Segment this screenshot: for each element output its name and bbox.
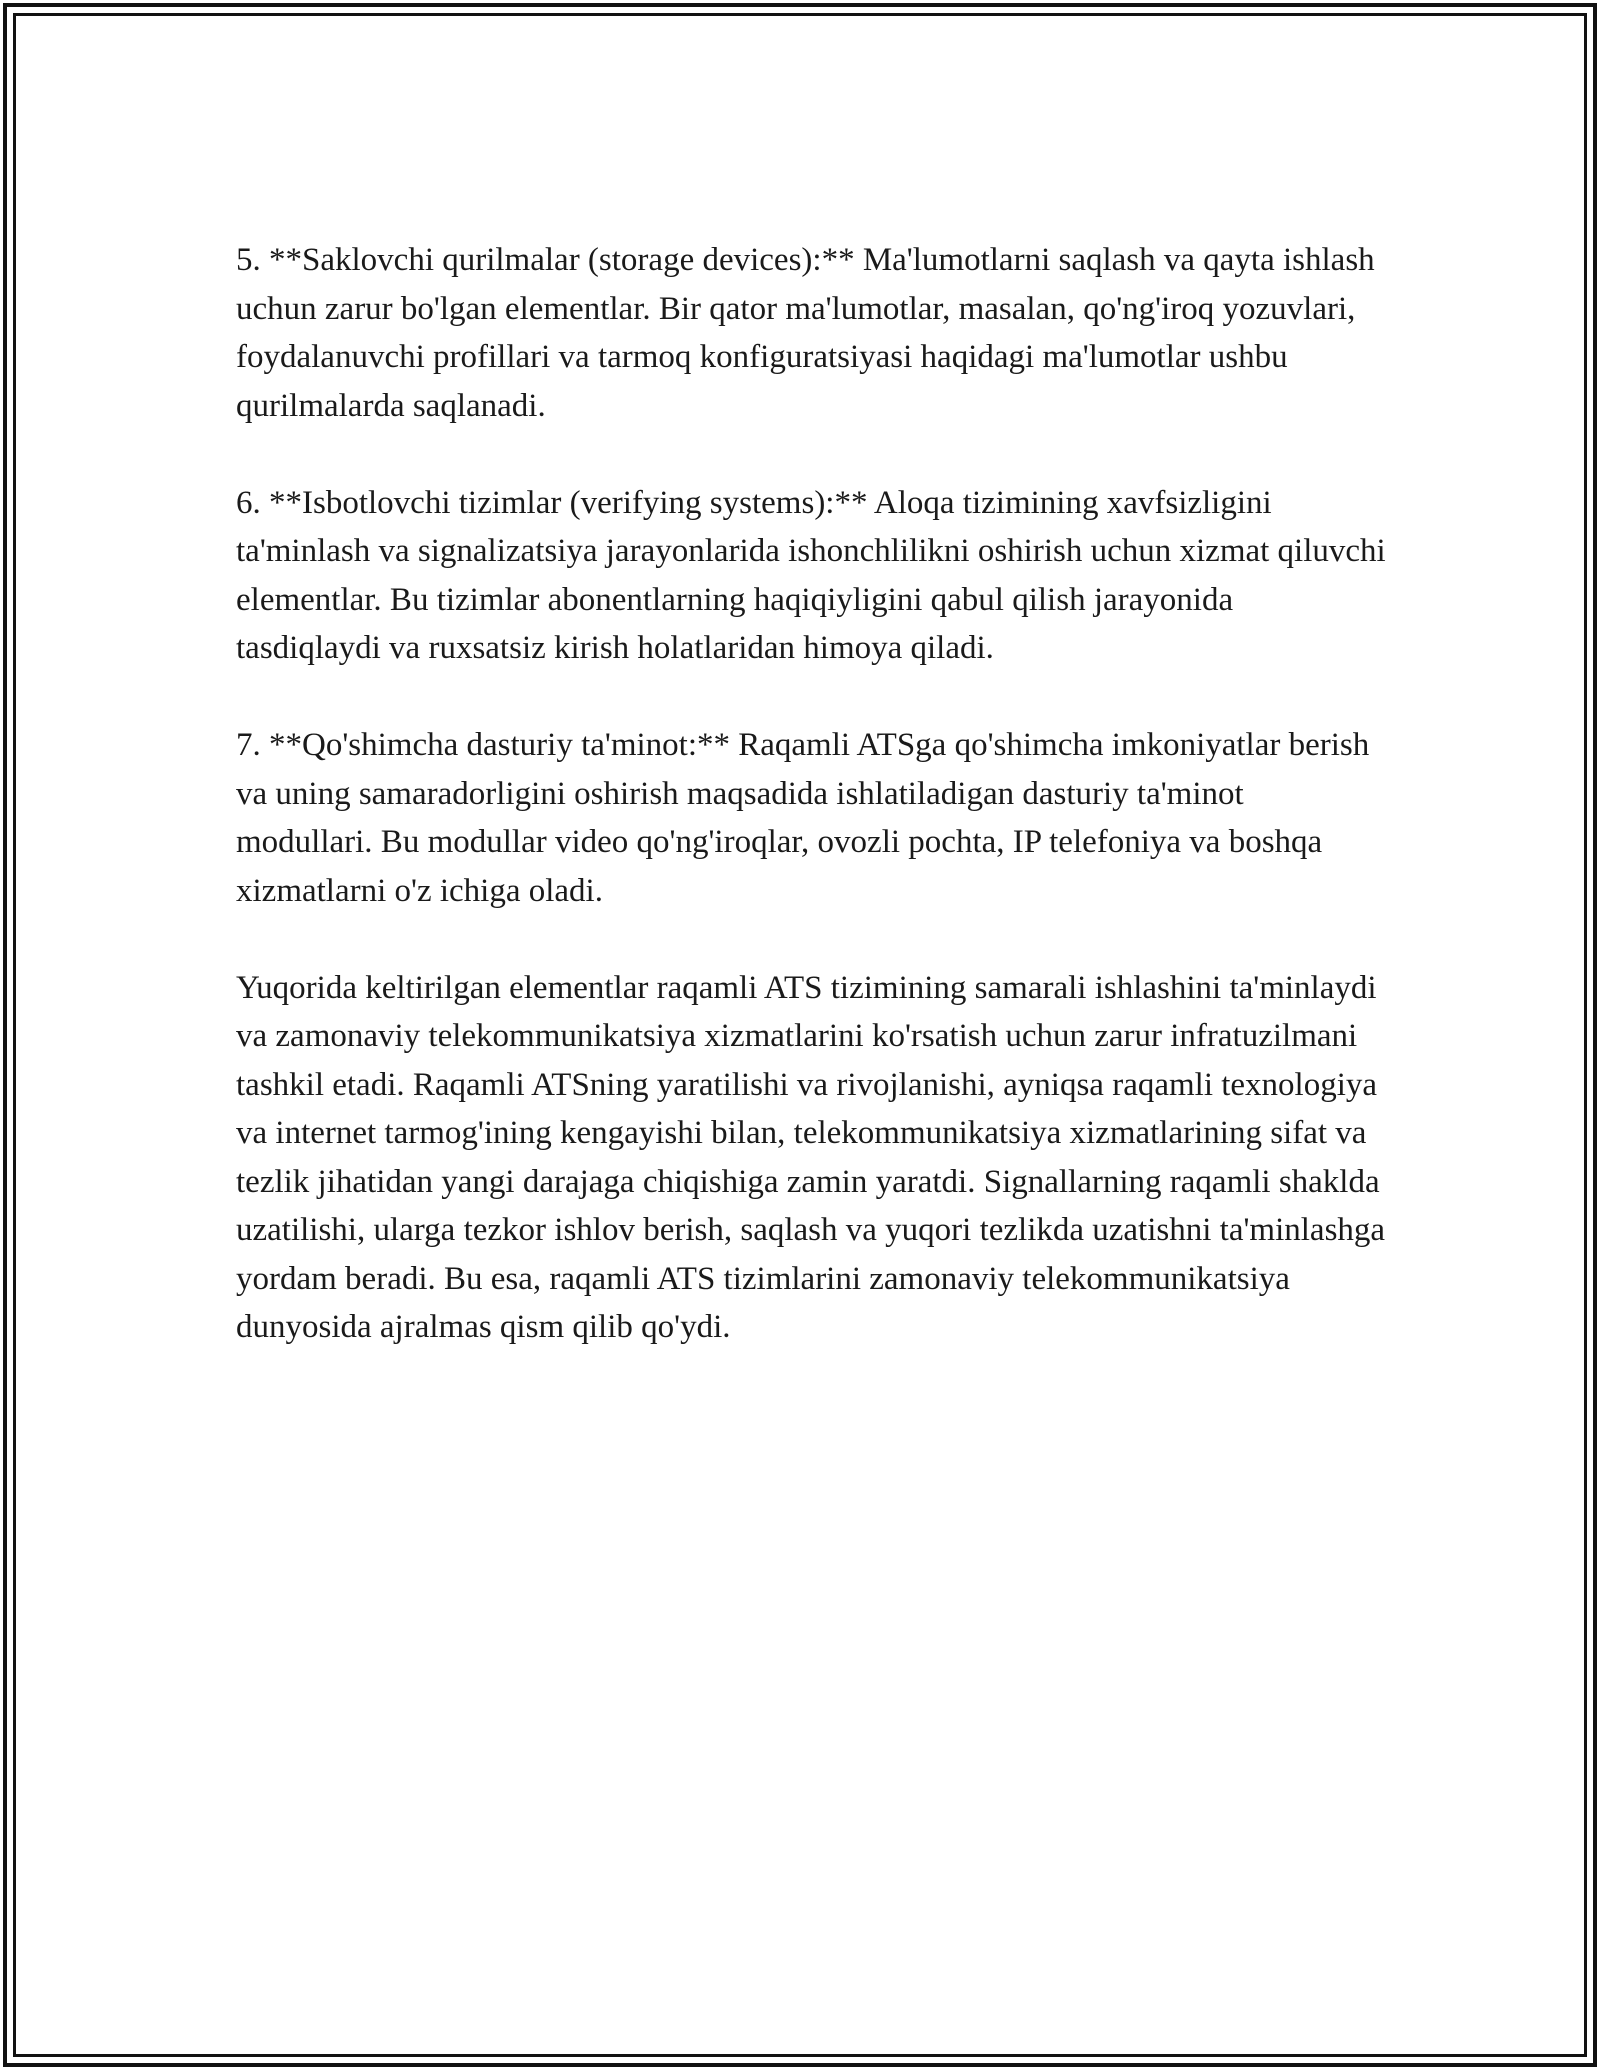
paragraph-storage-devices: 5. **Saklovchi qurilmalar (storage devices):** Ma'lumotlarni saqlash va qayta ishlash uchun zarur bo'lgan elementlar. Bir qator ma'lumotlar, masalan, qo'ng'iroq yozuvlari, foydalanuvchi profillari va tarmoq konfiguratsiyasi haqidagi ma'lumotlar ushbu qurilmalarda saqlanadi.	[236, 242, 1375, 424]
document-body	[236, 236, 1386, 1400]
paragraph-conclusion: Yuqorida keltirilgan elementlar raqamli ATS tizimining samarali ishlashini ta'minlaydi va zamonaviy telekommunikatsiya xizmatlarini ko'rsatish uchun zarur infratuzilmani tashkil etadi. Raqamli ATSning yaratilishi va rivojlanishi, ayniqsa raqamli texnologiya va internet tarmog'ining kengayishi bilan, telekommunikatsiya xizmatlarining sifat va tezlik jihatidan yangi darajaga chiqishiga zamin yaratdi. Signallarning raqamli shaklda uzatilishi, ularga tezkor ishlov berish, saqlash va yuqori tezlikda uzatishni ta'minlashga yordam beradi. Bu esa, raqamli ATS tizimlarini zamonaviy telekommunikatsiya dunyosida ajralmas qism qilib qo'ydi.	[236, 969, 1386, 1345]
paragraph-additional-software: 7. **Qo'shimcha dasturiy ta'minot:** Raqamli ATSga qo'shimcha imkoniyatlar berish va uning samaradorligini oshirish maqsadida ishlatiladigan dasturiy ta'minot modullari. Bu modullar video qo'ng'iroqlar, ovozli pochta, IP telefoniya va boshqa xizmatlarni o'z ichiga oladi.	[236, 727, 1370, 909]
paragraph-verifying-systems: 6. **Isbotlovchi tizimlar (verifying systems):** Aloqa tizimining xavfsizligini ta'minlash va signalizatsiya jarayonlarida ishonchlilikni oshirish uchun xizmat qiluvchi elementlar. Bu tizimlar abonentlarning haqiqiyligini qabul qilish jarayonida tasdiqlaydi va ruxsatsiz kirish holatlaridan himoya qiladi.	[236, 484, 1386, 666]
